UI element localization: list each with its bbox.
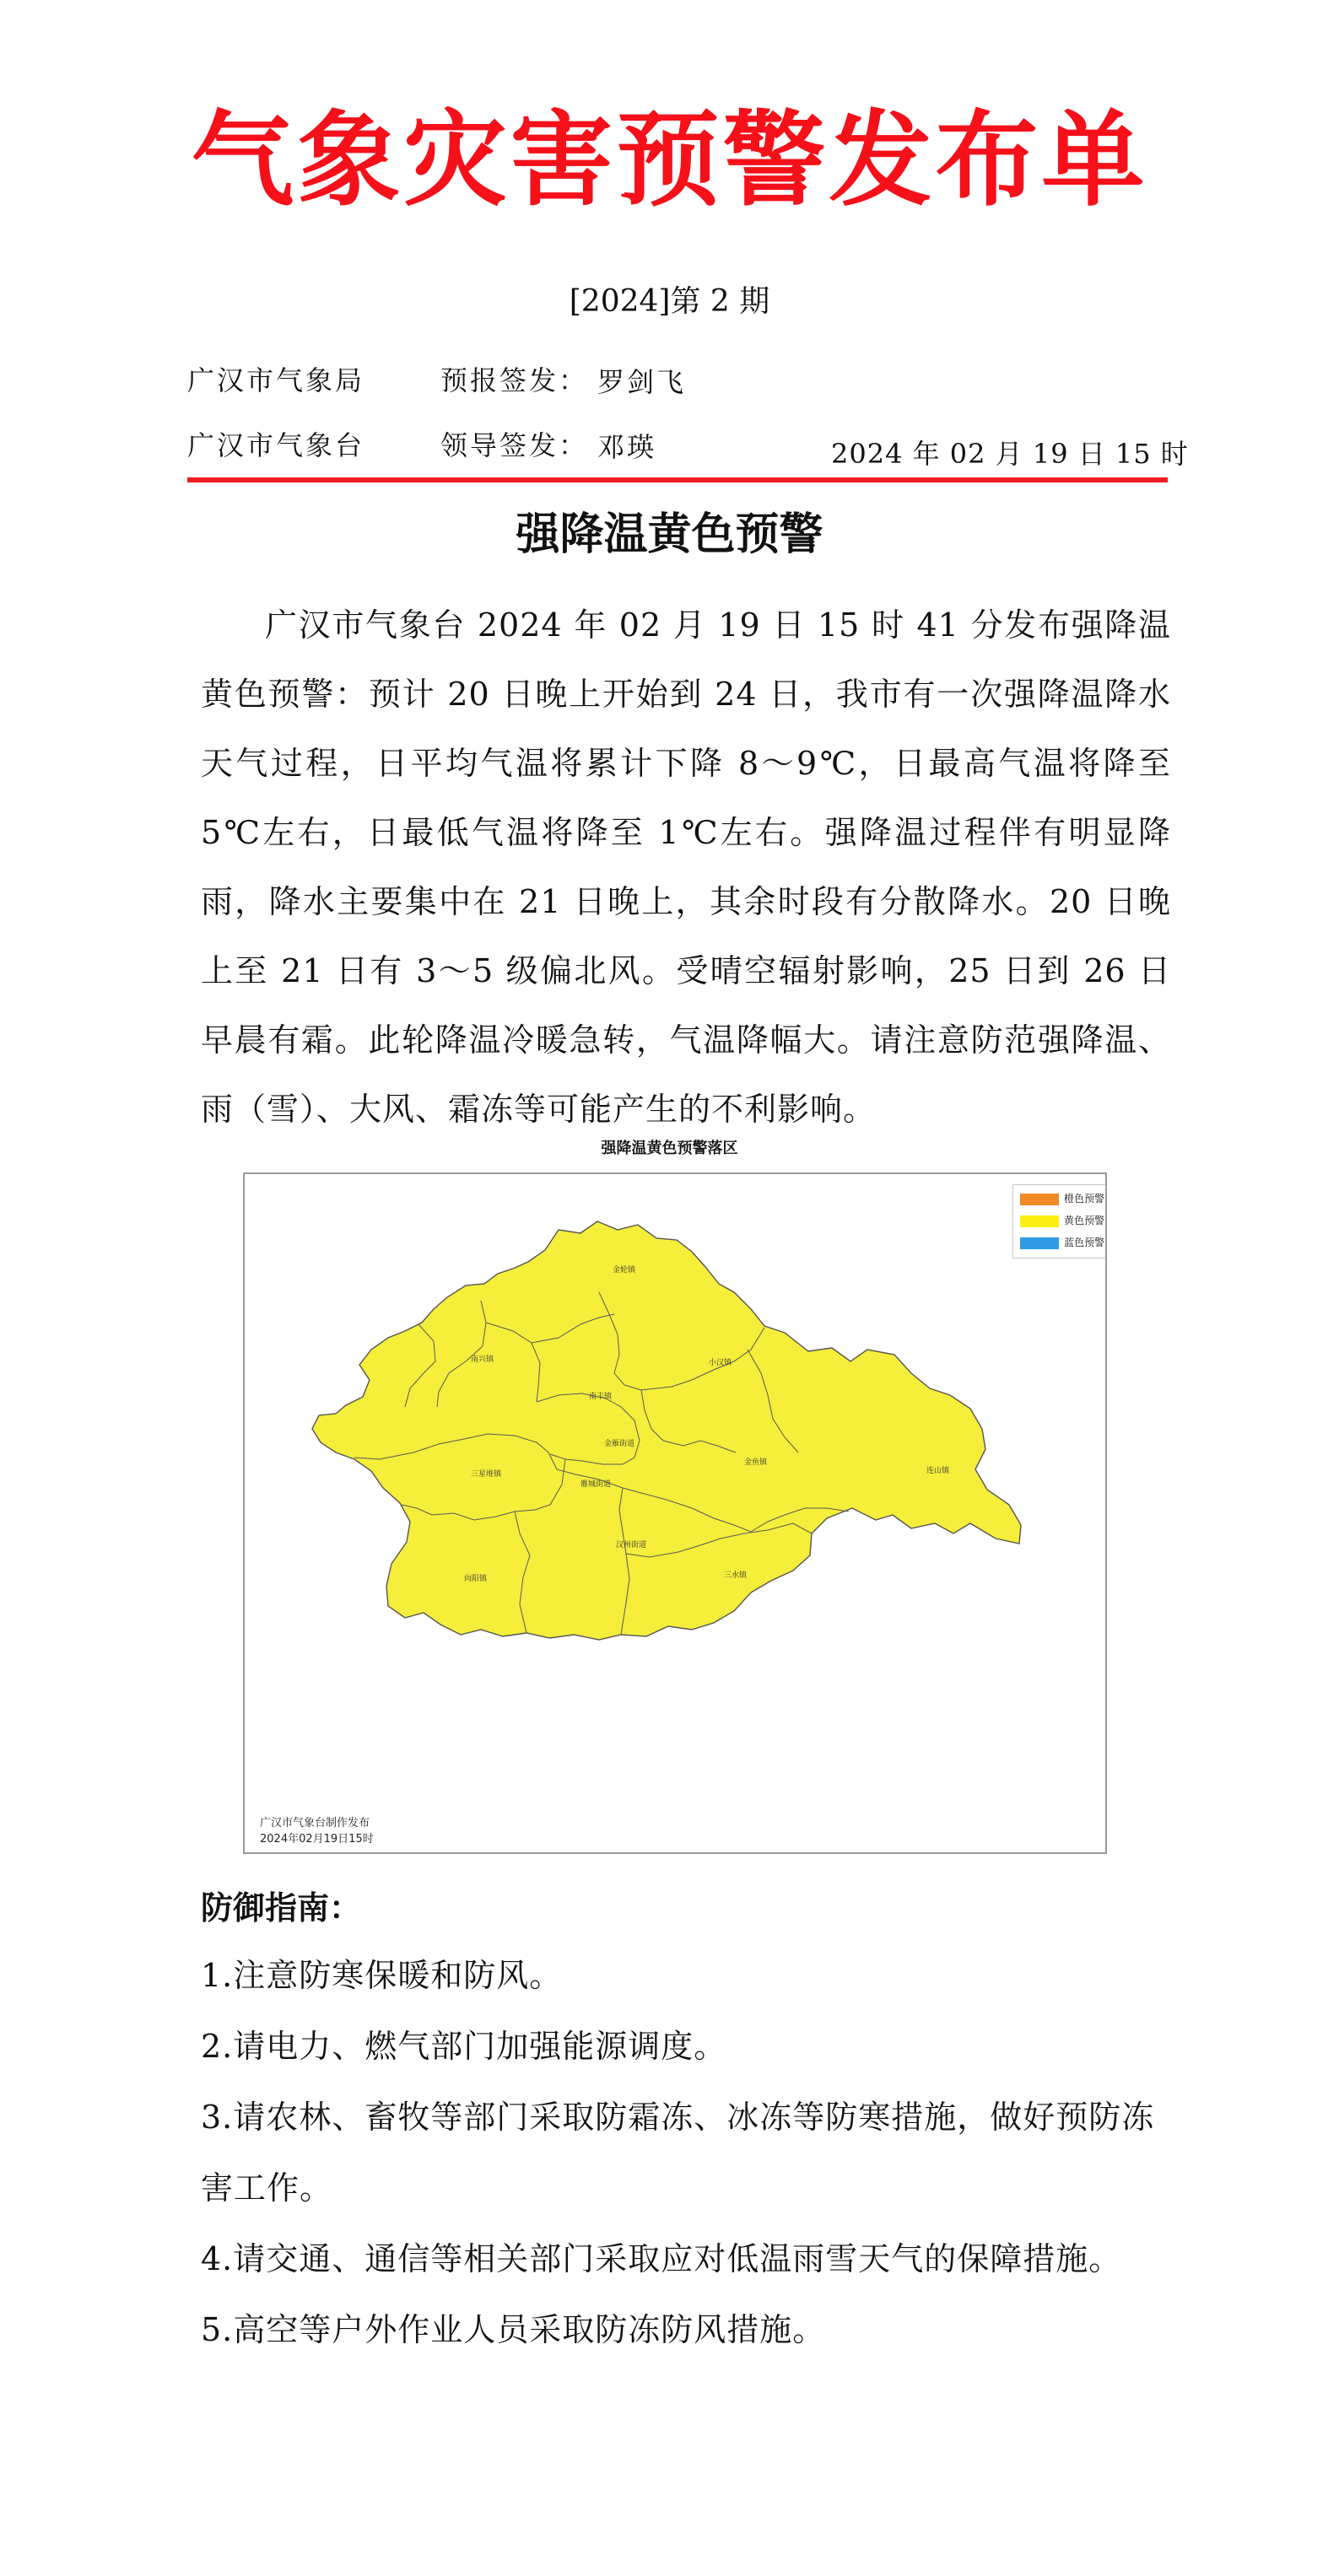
map-footer-time: 2024年02月19日15时 — [260, 1833, 374, 1846]
forecast-sign-label: 预报签发： — [440, 364, 589, 396]
guidance-list — [201, 1940, 1171, 2365]
leader-signer: 邓瑛 — [597, 431, 657, 463]
town-label: 南丰镇 — [589, 1393, 613, 1401]
warning-body — [201, 590, 1171, 1144]
town-label: 小汉镇 — [709, 1359, 732, 1367]
warning-heading: 强降温黄色预警 — [516, 509, 823, 560]
issue-number: [2024]第 2 期 — [569, 284, 770, 319]
town-label: 金轮镇 — [613, 1266, 636, 1275]
issuer-station: 广汉市气象台 — [187, 429, 365, 461]
warning-map — [243, 1172, 1107, 1854]
county-region — [312, 1221, 1021, 1640]
legend-swatch — [1020, 1194, 1059, 1205]
guidance-item: 1.注意防寒保暖和防风。 — [201, 1957, 563, 1994]
town-label: 汉州街道 — [616, 1541, 647, 1549]
legend-item-orange — [1020, 1192, 1104, 1205]
legend-label: 黄色预警 — [1064, 1215, 1105, 1226]
map-title: 强降温黄色预警落区 — [601, 1140, 738, 1157]
guidance-item: 5.高空等户外作业人员采取防冻防风措施。 — [201, 2311, 826, 2348]
map-footer-producer: 广汉市气象台制作发布 — [260, 1817, 370, 1830]
legend-swatch — [1020, 1215, 1059, 1227]
document-title: 气象灾害预警发布单 — [191, 99, 1148, 220]
issuer-bureau: 广汉市气象局 — [187, 364, 365, 396]
guidance-item: 2.请电力、燃气部门加强能源调度。 — [201, 2028, 727, 2065]
town-label: 连山镇 — [926, 1467, 950, 1475]
map-svg — [245, 1174, 1107, 1854]
guidance-item: 3.请农林、畜牧等部门采取防霜冻、冰冻等防寒措施，做好预防冻害工作。 — [201, 2099, 1155, 2207]
map-footer — [260, 1815, 374, 1847]
town-label: 金鱼镇 — [744, 1458, 768, 1467]
legend-label: 蓝色预警 — [1064, 1237, 1105, 1248]
legend-swatch — [1020, 1237, 1059, 1249]
town-label: 南兴镇 — [471, 1355, 494, 1364]
legend-item-yellow — [1020, 1214, 1104, 1227]
forecast-signer: 罗剑飞 — [597, 366, 687, 398]
red-divider — [187, 477, 1168, 482]
issued-time: 2024 年 02 月 19 日 15 时 — [831, 438, 1189, 470]
warning-paragraph: 广汉市气象台 2024 年 02 月 19 日 15 时 41 分发布强降温黄色预警：预计 20 日晚上开始到 24 日，我市有一次强降温降水天气过程，日平均气温将累计下降 8～9℃，日最高气温将降至 5℃左右，日最低气温将降至 1℃左右。强降温过程伴有明显降雨，降水主要集中在 21 日晚上，其余时段有分散降水。20 日晚上至 21 日有 3～5 级偏北风。受晴空辐射影响，25 日到 26 日早晨有霜。此轮降温冷暖急转，气温降幅大。请注意防范强降温、雨（雪）、大风、霜冻等可能产生的不利影响。 — [201, 606, 1171, 1128]
legend-item-blue — [1020, 1236, 1104, 1249]
map-legend — [1012, 1184, 1107, 1258]
legend-label: 橙色预警 — [1064, 1193, 1105, 1204]
town-label: 三星堆镇 — [471, 1470, 502, 1479]
leader-sign-label: 领导签发： — [440, 429, 589, 461]
guidance-item: 4.请交通、通信等相关部门采取应对低温雨雪天气的保障措施。 — [201, 2240, 1122, 2277]
town-label: 三水镇 — [724, 1571, 748, 1580]
town-label: 向阳镇 — [464, 1575, 488, 1583]
town-label: 金雁街道 — [604, 1440, 635, 1448]
guidance-title: 防御指南： — [201, 1889, 362, 1927]
town-label: 雒城街道 — [580, 1480, 612, 1489]
